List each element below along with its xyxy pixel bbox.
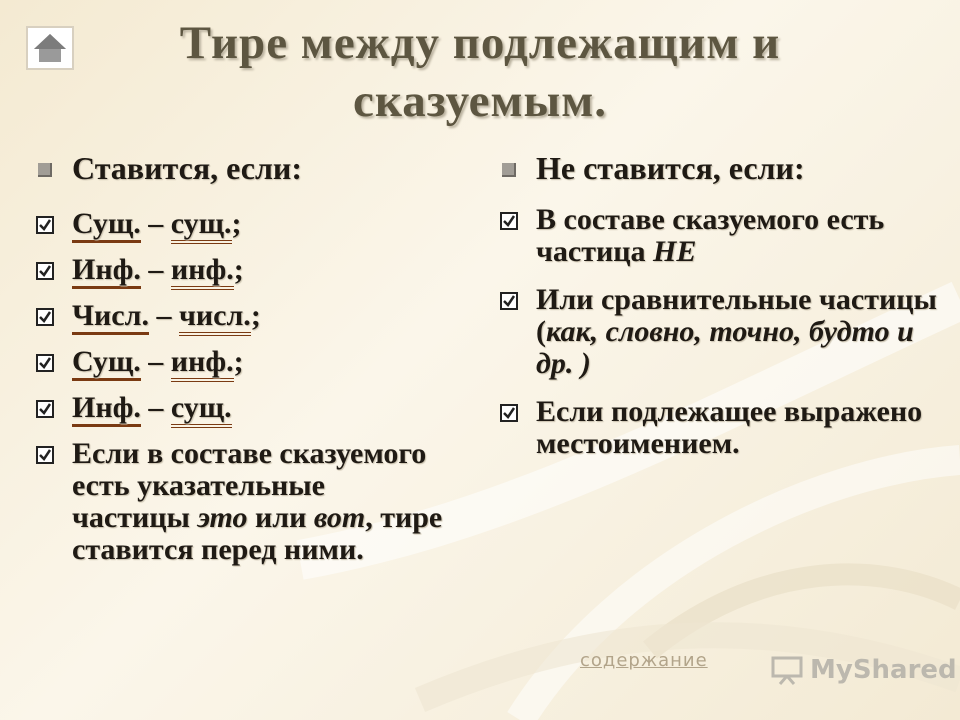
list-item: Сущ. – инф.; xyxy=(34,346,444,378)
right-heading: Не ставится, если: xyxy=(498,150,943,186)
home-button[interactable] xyxy=(26,26,74,70)
square-bullet-icon xyxy=(502,163,516,177)
list-item: В составе сказуемого есть частица НЕ xyxy=(498,204,943,268)
slide-title: Тире между подлежащим и сказуемым. xyxy=(179,17,781,127)
checkbox-icon xyxy=(36,354,54,372)
right-column xyxy=(498,150,943,460)
list-item: Числ. – числ.; xyxy=(34,300,444,332)
list-item: Или сравнительные частицы (как, словно, точно, будто и др. ) xyxy=(498,284,943,380)
list-item: Инф. – инф.; xyxy=(34,254,444,286)
list-item: Если в составе сказуемого есть указательные частицы это или вот, тире ставится перед ними. xyxy=(34,438,444,566)
checkbox-icon xyxy=(36,262,54,280)
watermark-text: MyShared xyxy=(810,655,957,685)
presentation-icon xyxy=(770,655,804,685)
checkbox-icon xyxy=(36,400,54,418)
checkbox-icon xyxy=(500,404,518,422)
square-bullet-icon xyxy=(38,163,52,177)
list-item: Если подлежащее выражено местоимением. xyxy=(498,396,943,460)
checkbox-icon xyxy=(36,308,54,326)
checkbox-icon xyxy=(36,446,54,464)
left-heading: Ставится, если: xyxy=(34,150,444,186)
checkbox-icon xyxy=(500,292,518,310)
checkbox-icon xyxy=(36,216,54,234)
home-icon xyxy=(32,32,68,64)
left-column xyxy=(34,150,444,566)
checkbox-icon xyxy=(500,212,518,230)
list-item: Сущ. – сущ.; xyxy=(34,208,444,240)
contents-link[interactable]: содержание xyxy=(580,650,708,671)
watermark xyxy=(770,655,957,685)
list-item: Инф. – сущ. xyxy=(34,392,444,424)
